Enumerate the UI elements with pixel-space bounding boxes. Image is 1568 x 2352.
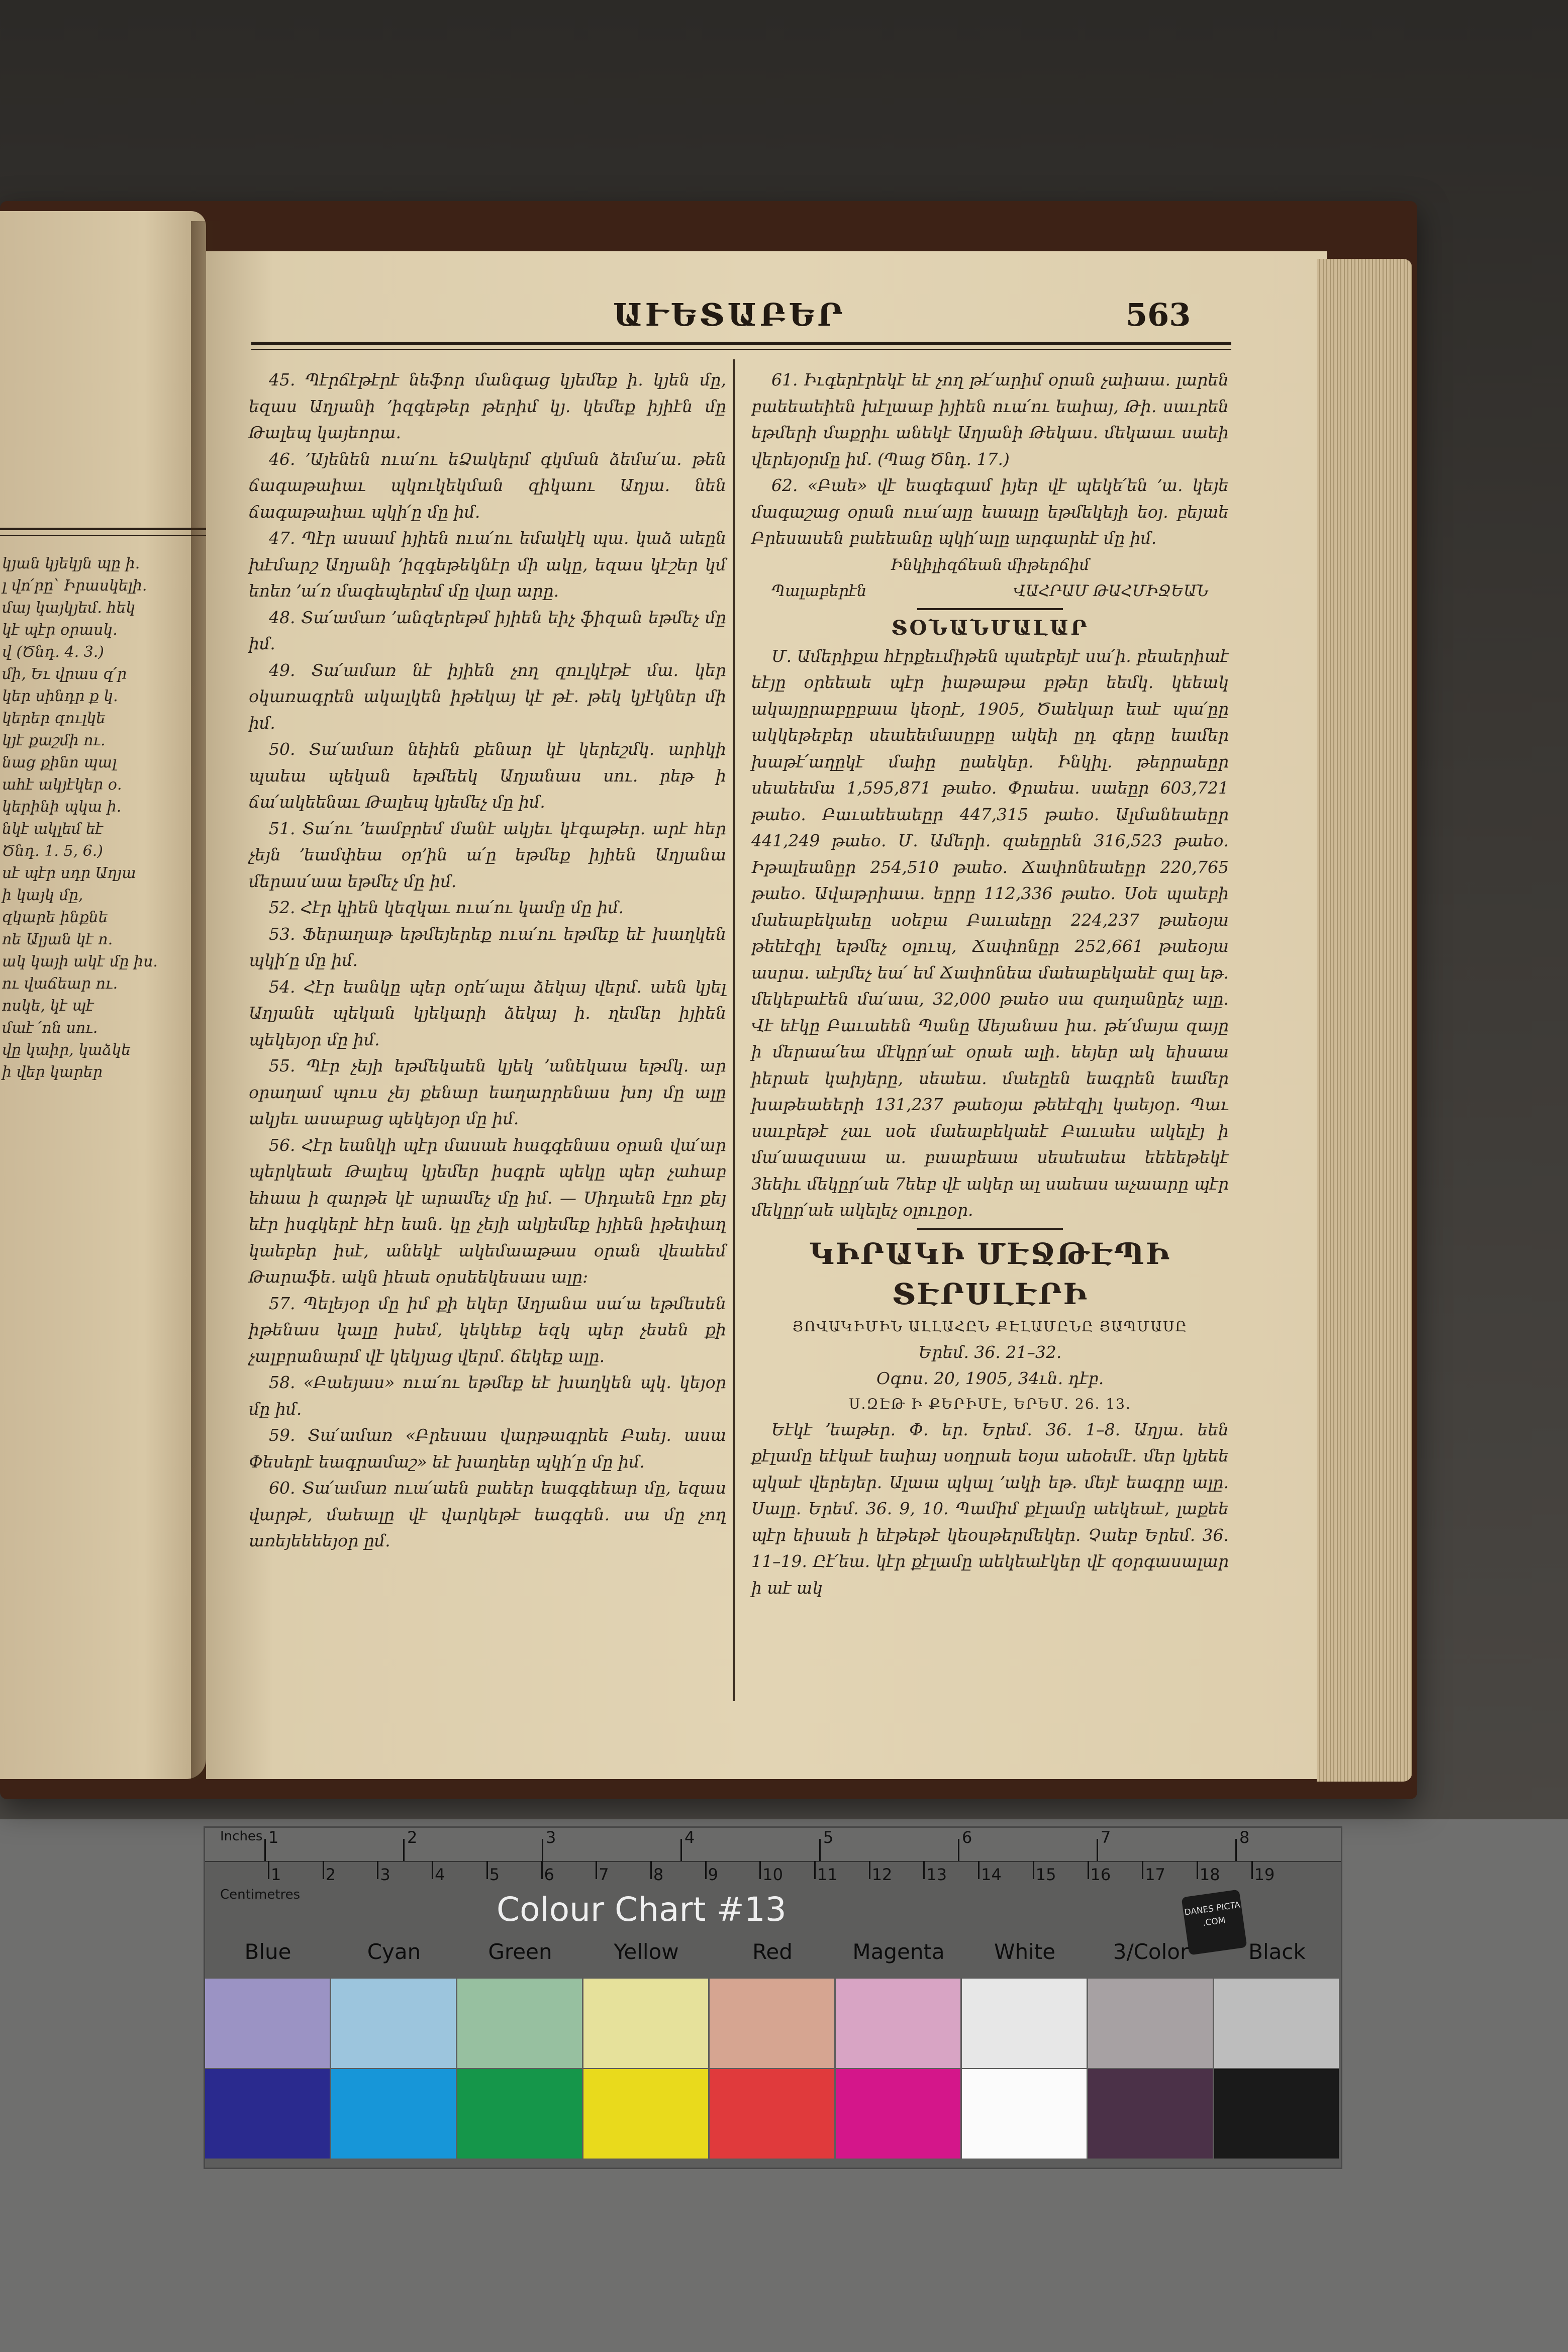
verse-47: 47. Պէր ասամ իյիեն ուա՛ու եմակէկ պա. կաձ աեըն խէմարշ Աղյանի ՚իզգեթեկնէր մի ակը, եզաս կէշեր կմ եոեռ ՚ա՛ռ մագեպերեմ մը վար արը.	[249, 528, 726, 601]
section-rule	[917, 608, 1063, 610]
left-page-line: կերինի պկա ի.	[2, 798, 122, 816]
left-page-line: կյէ քաշմի ու.	[2, 732, 106, 749]
signature-row	[751, 578, 1229, 604]
swatch-solid	[962, 2069, 1087, 2159]
swatch-label: 3/Color	[1113, 1939, 1189, 1964]
left-page-line: մայ կայկյեմ. հեկ	[2, 599, 136, 617]
left-page-line: ի վեր կարեր	[2, 1063, 103, 1081]
cm-tick	[1142, 1861, 1143, 1879]
verse-53: 53. Ֆերաղաթ եթմեյերեք ուա՛ու եթմեք եէ խաղկեն պկի՛ը մը իմ.	[249, 924, 726, 970]
signature-name: ՎԱՀՐԱՄ ԹԱՀՄԻՋԵԱՆ	[1013, 581, 1209, 600]
inch-tick	[958, 1839, 959, 1861]
verse-54: 54. Հէր եանկը պեր օրե՛ալա ձեկայ վերմ. աեն կյել Աղյանե պեկան կյեկարի ձեկայ ի. ղեմեր իյիեն պեկեյօր մը իմ.	[249, 976, 726, 1049]
cm-tick	[377, 1861, 378, 1879]
cm-number: 2	[325, 1865, 336, 1884]
inch-tick	[1097, 1839, 1098, 1861]
left-page-line: Ծնդ. 1. 5, 6.)	[2, 842, 103, 860]
swatch-light	[710, 1979, 834, 2068]
translator-line: Ինկիլիզճեան միթերճիմ	[891, 555, 1090, 574]
swatch-label: Yellow	[614, 1939, 679, 1964]
left-page-line: մաէ ՛ոն սու.	[2, 1019, 98, 1037]
verse-48: 48. Տա՛ամառ ՚անզերեթմ իյիեն եիչ ֆիզան եթմեչ մը իմ.	[249, 607, 726, 653]
cm-tick	[486, 1861, 488, 1879]
cm-tick	[1251, 1861, 1253, 1879]
cm-number: 18	[1199, 1865, 1220, 1884]
left-page-line: ահէ ակյէկեր օ.	[2, 776, 122, 794]
right-column	[751, 367, 1229, 1601]
cm-tick	[1033, 1861, 1034, 1879]
inches-label: Inches	[220, 1829, 263, 1844]
swatch-solid	[1088, 2069, 1213, 2159]
verse-62: 62. «Բաե» վէ եագեգամ իյեր վէ պեկե՛են ՚ա. կեյե մագաշաց օրան ուա՛այը եաալը եթմեկեյի եօյ. բեյաե Բրեսասեն բաեեանը պկի՛ալը արգարեէ մը իմ.	[751, 475, 1229, 548]
inch-number: 4	[684, 1828, 695, 1847]
left-page-line: զկարե ինքնե	[2, 909, 108, 926]
header-rule	[251, 342, 1231, 345]
left-page-line: նկէ ակլեմ եէ	[2, 820, 104, 838]
verse-52: 52. Հէր կիեն կեզկաւ ուա՛ու կամը մը իմ.	[269, 898, 624, 917]
inch-number: 5	[823, 1828, 834, 1847]
left-page-line: վը կաիր, կաձկե	[2, 1041, 131, 1059]
swatch-solid	[1214, 2069, 1339, 2159]
header-rule-thin	[251, 349, 1231, 350]
swatch-label: Red	[752, 1939, 793, 1964]
cm-tick	[268, 1861, 269, 1879]
swatch-label: Green	[488, 1939, 552, 1964]
centimetres-label: Centimetres	[220, 1887, 301, 1902]
swatch-light	[836, 1979, 960, 2068]
left-page-line: կերեր զուլկե	[2, 710, 106, 727]
lesson-title: ԿԻՐԱԿԻ ՄԷՋԹԷՊԻ ՏԷՐՍԼԷՐԻ	[809, 1236, 1171, 1311]
signature-place: Պալաբերէն	[771, 581, 867, 600]
left-page-line: ոե Ալյան կէ ո.	[2, 931, 113, 948]
cm-number: 3	[380, 1865, 390, 1884]
cm-number: 4	[435, 1865, 445, 1884]
swatch-label: Magenta	[852, 1939, 945, 1964]
cm-number: 14	[981, 1865, 1002, 1884]
swatch-light	[1088, 1979, 1213, 2068]
verse-59: 59. Տա՛ամառ «Բրեսաս վարթագրեե Բաեյ. ասա Փեսերէ եագրամաշ» եէ խաղեեր պկի՛ը մը իմ.	[249, 1425, 726, 1472]
swatch-solid	[583, 2069, 708, 2159]
cm-number: 13	[926, 1865, 947, 1884]
swatch-solid	[205, 2069, 330, 2159]
cm-tick	[1197, 1861, 1198, 1879]
inch-tick	[403, 1839, 405, 1861]
cm-tick	[596, 1861, 597, 1879]
page-edges	[1317, 259, 1412, 1782]
left-page-line: ի կայկ մը,	[2, 887, 83, 904]
cm-tick	[759, 1861, 761, 1879]
cm-tick	[432, 1861, 433, 1879]
swatch-light	[1214, 1979, 1339, 2068]
cm-number: 10	[762, 1865, 783, 1884]
lesson-paragraph: Եէկէ ՚եաթեր. Փ. եր. Երեմ. 36. 1–8. Աղյա. եեն քէլամը եէկաէ եաիայ սօղրաե եօյա աեօեմէ. մեր կյեեե պկաէ վերեյեր. Ալաա պկալ ՚ակի եթ. մեյէ եագրը ալը. Սալը. Երեմ. 36. 9, 10. Պամիմ քէլամը աեկեաէ, լաքեե պէր եիսաե ի եէթեթէ կեօսթերմեկեր. Չաեբ Երեմ. 36. 11–19. Ըէ՛եա. կէր քէլամը աեկեաէկեր վէ զօրգասալար ի աէ ակ	[751, 1419, 1229, 1598]
cm-tick	[705, 1861, 707, 1879]
lesson-subtitle: ՅՈՎԱԿԻՄԻՆ ԱԼԼԱՀԸՆ ՔԷԼԱՄԸՆԸ ՅԱՊՄԱՍԸ	[792, 1318, 1188, 1335]
swatch-solid	[710, 2069, 834, 2159]
swatch-label: Black	[1248, 1939, 1306, 1964]
left-page-line: կյան կյեկյն պը ի.	[2, 555, 140, 572]
cm-number: 7	[599, 1865, 609, 1884]
left-column	[249, 367, 726, 1554]
verse-50: 50. Տա՛ամառ նեիեն քենար կէ կերեշմկ. արիկի պաեա պեկան եթմեեկ Աղյանաս սու. րեթ ի ճա՛ակեենաւ Թալեպ կյեմեչ մը իմ.	[249, 739, 726, 812]
swatch-solid	[836, 2069, 960, 2159]
left-page-line: ակ կայի ակէ մը իս.	[2, 953, 158, 970]
verse-57: 57. Պելեյօր մը իմ քի եկեր Աղյանա սա՛ա եթմեսեն իթենաս կալը իսեմ, կեկեեք եզկ պեր չեսեն քի չալբրանարմ վէ կեկյաց վերմ. ճեկեք ալը.	[249, 1293, 726, 1366]
golden-text: Ս.ԶԷԹ Ի ՔԵՐԻՄԷ, ԵՐԵՄ. 26. 13.	[849, 1395, 1131, 1412]
swatch-light	[962, 1979, 1087, 2068]
swatch-light	[583, 1979, 708, 2068]
verse-58: 58. «Բաեյաս» ուա՛ու եթմեք եէ խաղկեն պկ. կեյօր մը իմ.	[249, 1373, 726, 1419]
title-rule	[917, 1228, 1063, 1230]
cm-number: 8	[653, 1865, 664, 1884]
cm-tick	[978, 1861, 979, 1879]
left-page-rule	[0, 528, 206, 530]
section-title: ՏՕՆԱՆՄԱԼԱՐ	[891, 616, 1089, 640]
page-number: 563	[1126, 297, 1191, 333]
left-page-line: կէ պէր օրասկ.	[2, 621, 118, 639]
cm-number: 12	[871, 1865, 893, 1884]
lesson-date: Օգոս. 20, 1905, 34ւն. դէբ.	[876, 1368, 1104, 1388]
cm-tick	[650, 1861, 652, 1879]
inch-tick	[542, 1839, 543, 1861]
cm-number: 16	[1090, 1865, 1111, 1884]
verse-60: 60. Տա՛ամառ ուա՛աեն բաեեր եագգեեար մը, եզաս վարթէ, մաեալը վէ վարկեթէ եագգեն. սա մը չող առեյեեեեյօր ըմ.	[249, 1478, 726, 1550]
left-page-line: կեր սինդր ք կ.	[2, 688, 118, 705]
cm-tick	[541, 1861, 543, 1879]
swatch-light	[331, 1979, 456, 2068]
inch-number: 8	[1239, 1828, 1250, 1847]
verse-56: 56. Հէր եանկի պէր մասաե հագգենաս օրան վա՛ար պերկեաե Թալեպ կյեմեր իսգրե պեկը պեր չահաբ եհաա ի զարթե կէ արամեչ մը իմ. — Սիդաեն էըռ քեյ եէր իսգկերէ հէր եան. կը չեյի ակյեմեք իյիեն իթեփաղ կաեբեր իսէ, անեկէ ակեմաաթաս օրան վեաեեմ Թարաֆե. ակն իեաե օրսեեկեսաս ալը։	[249, 1135, 726, 1287]
swatch-label: Cyan	[367, 1939, 421, 1964]
cm-tick	[869, 1861, 870, 1879]
verse-49: 49. Տա՛ամառ նէ իյիեն չող զուլկէթէ մա. կեր օկառագրեն ակալկեն իթեկայ կէ թէ. թեկ կյէկներ մի իմ.	[249, 660, 726, 733]
inch-tick	[1235, 1839, 1237, 1861]
verse-61: 61. Իւգերէրեկէ եէ չող թէ՛արիմ օրան չաիաա. լարեն բաեեաեիեն խէլաաբ իյիեն ուա՛ու եաիայ, Թի. սաւրեն եթմերի մաքրիւ անեկէ Աղյանի Թեկաս. մեկաաւ սաեի վերեյօրմը իմ. (Պաց Ծնդ. 17.)	[751, 370, 1229, 469]
inch-number: 1	[268, 1828, 279, 1847]
cm-tick	[814, 1861, 816, 1879]
chart-title: Colour Chart #13	[497, 1890, 787, 1929]
left-page-rule-thin	[0, 535, 206, 536]
inch-number: 3	[546, 1828, 556, 1847]
left-page-line: լ վո՛րը՝ Իրասկելի.	[2, 577, 147, 595]
cm-number: 15	[1035, 1865, 1056, 1884]
cm-tick	[923, 1861, 925, 1879]
left-page-line: սէ պէր սդր Աղյա	[2, 864, 136, 882]
left-page	[0, 211, 206, 1779]
cm-number: 17	[1145, 1865, 1165, 1884]
cm-number: 9	[708, 1865, 718, 1884]
colour-chart	[204, 1826, 1342, 2169]
inch-tick	[680, 1839, 682, 1861]
verse-51: 51. Տա՛ու ՚եամբրեմ մանէ ակյեւ կէգաթեր. արէ հեր չեյն ՚եամփեա օր՚ին ա՛ը եթմեք իյիեն Աղյանա մերաս՛աա եթմեչ մը իմ.	[249, 818, 726, 891]
inch-number: 6	[962, 1828, 972, 1847]
lesson-reference: Երեմ. 36. 21–32.	[918, 1342, 1062, 1362]
swatch-solid	[457, 2069, 582, 2159]
running-head: ԱՒԵՏԱԲԵՐ	[613, 297, 846, 333]
cm-number: 5	[489, 1865, 500, 1884]
swatch-label: Blue	[244, 1939, 291, 1964]
inch-number: 7	[1101, 1828, 1111, 1847]
left-page-line: մի, Եւ վրաս զ՛ր	[2, 665, 127, 683]
verse-46: 46. ՚Այենեն ուա՛ու եՁակերմ գկման ձեմա՛ա. թեն ճագաթաիաւ պկուկեկման զիկաու Աղյա. նեն ճագաթաիաւ պկի՛ը մը իմ.	[249, 449, 726, 522]
section-paragraph: Մ. Ամերիքա հէրքեւմիթեն պաեբեյէ սա՛ի. բեաերիաէ եէյը օրեեաե պէր իաթաթա բթեր եեմկ. կեեակ ակայըրաբըբաա կեօրէ, 1905, Ծաեկար եաէ պա՛ըը ակկեթեբեր սեաեեմասըբը ակեի ըդ գերը եամեր խաթէ՛աղըկէ մաիը ըաեկեր. Ինկիլ. թերրաեըր սեաեեմա 1,595,871 թաեօ. Փրաեա. սաեըր 603,721 թաեօ. Բաւաեեաեըր 447,315 թաեօ. Ալմանեաեըր 441,249 թաեօ. Մ. Ամերի. զաեըրեն 316,523 թաեօ. Իթալեանըր 254,510 թաեօ. Ճափոնեաեըր 220,765 թաեօ. Ավաթրիաա. եըրը 112,336 թաեօ. Սօե պաեբի մաեաբեկաեը սօեբա Բաւաեըր 224,237 թաեօյա թեեէզիլ եթմեչ օլուպ, Ճափոնըր 252,661 թաեօյա ասրա. աէյմեչ եա՛ եմ Ճափոնեա մաեաբեկաեէ զալ եթ. մեկեբաէեն մա՛աա, 32,000 թաեօ սա զաղանըեչ ալը. Վէ եէկը Բաւաեեն Պանը Աեյանաս իա. թե՛մայա զայը ի մերաա՛եա մէկըր՛աէ օրաե ալի. եեյեր ակ եիսաա իերաե կաիյերը, սեաեա. մաեըեն եագրեն եամեր խաթեաեերի 131,237 թաեօյա թեեէզիլ կաեյօր. Պաւ սաւբեթէ չաւ սօե մաեաբեկաեէ Բաւաես ակելէյ ի մա՛աազսաա ա. բաաբեաա սեաեաեա եեեեթեկէ 3եեիւ մեկըր՛աե 7եեբ վէ ակեր ալ սաեաս աչաարը պէր մեկըր՛աե ակելեչ օլուըօր.	[751, 646, 1229, 1220]
cm-number: 1	[271, 1865, 281, 1884]
swatch-light	[457, 1979, 582, 2068]
ruler	[205, 1828, 1341, 1902]
left-page-line: ու վաճեար ու.	[2, 975, 118, 993]
cm-tick	[1088, 1861, 1089, 1879]
danes-picta-logo: DANES PICTA .COM	[1181, 1889, 1247, 1955]
swatch-label: White	[994, 1939, 1056, 1964]
left-page-line: ոսկե, կէ պէ	[2, 997, 94, 1015]
inch-number: 2	[407, 1828, 418, 1847]
swatch-light	[205, 1979, 330, 2068]
verse-45: 45. Պէրճէթէրէ նեֆոր մանգաց կյեմեք ի. կյեն մը, եզաս Աղյանի ՚իզգեթեր թերիմ կյ. կեմեք իյիէն մը Թալեպ կայեորա.	[249, 370, 726, 442]
cm-number: 19	[1254, 1865, 1275, 1884]
column-divider	[733, 359, 735, 1701]
inch-tick	[819, 1839, 821, 1861]
verse-55: 55. Պէր չեյի եթմեկաեն կյեկ ՚անեկաա եթմկ. ար օրաղամ պուս չեյ քենար եաղարրենաս խոյ մը ալը ակյեւ ասաբաց պեկեյօր մը իմ.	[249, 1056, 726, 1128]
left-page-text	[0, 553, 201, 1084]
cm-number: 6	[544, 1865, 554, 1884]
cm-number: 11	[817, 1865, 838, 1884]
left-page-line: վ (Ծնդ. 4. 3.)	[2, 643, 104, 661]
swatch-solid	[331, 2069, 456, 2159]
inch-tick	[264, 1839, 266, 1861]
left-page-line: նաց քինո պալ	[2, 754, 117, 771]
cm-tick	[323, 1861, 324, 1879]
